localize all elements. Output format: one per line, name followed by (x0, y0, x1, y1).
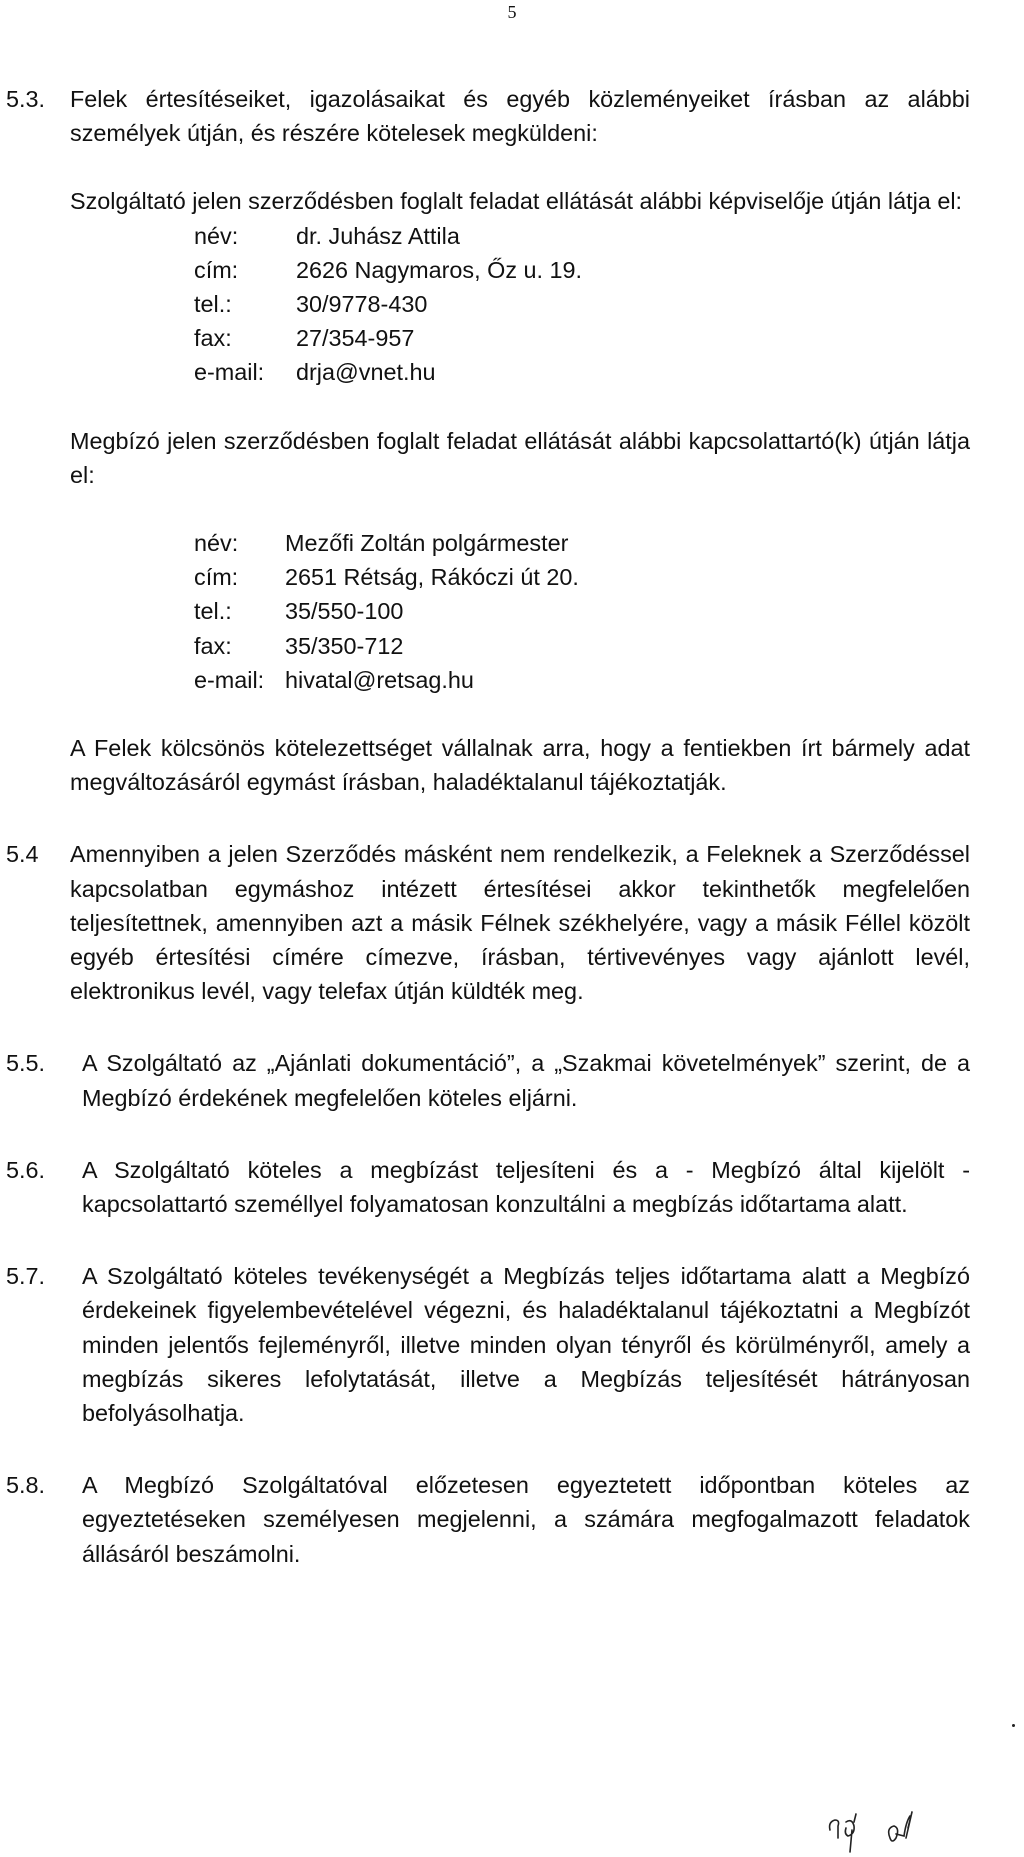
speck-mark (1012, 1724, 1015, 1727)
section-5-6-text: A Szolgáltató köteles a megbízást teljesíteni és a - Megbízó által kijelölt - kapcsolattartó személlyel folyamatosan konzultálni a megbízás időtartama alatt. (82, 1156, 970, 1217)
contact-row (194, 321, 970, 355)
contact-label: e-mail: (194, 359, 265, 386)
section-number: 5.7. (6, 1263, 46, 1290)
section-5-7-text: A Szolgáltató köteles tevékenységét a Megbízás teljes időtartama alatt a Megbízó érdekeinek figyelembevételével végezni, és haladéktalanul tájékoztatni a Megbízót minden jelentős fejleményről, illetve minden olyan tényről és körülményről, amely a megbízás sikeres lefolytatását, illetve a Megbízás teljesítését hátrányosan befolyásolhatja. (82, 1263, 970, 1426)
contact-value: 2626 Nagymaros, Őz u. 19. (296, 256, 583, 283)
section-5-3-intro: Felek értesítéseiket, igazolásaikat és egyéb közleményeiket írásban az alábbi személyek útján, és részére kötelesek megküldeni: (70, 86, 970, 147)
contact-value: 35/550-100 (285, 598, 404, 625)
section-5-5 (6, 1046, 970, 1114)
contact-row (194, 663, 970, 697)
section-5-3-closing: A Felek kölcsönös kötelezettséget vállalnak arra, hogy a fentiekben írt bármely adat megváltozásáról egymást írásban, haladéktalanul tájékoztatják. (70, 734, 970, 796)
contact-label: név: (194, 529, 239, 556)
contact-row (194, 526, 970, 560)
section-number: 5.8. (6, 1472, 46, 1499)
provider-contact-block (194, 219, 970, 390)
section-5-6 (6, 1153, 970, 1221)
provider-intro: Szolgáltató jelen szerződésben foglalt feladat ellátását alábbi képviselője útján látja el: (70, 188, 963, 215)
contact-label: e-mail: (194, 666, 265, 693)
contact-row (194, 629, 970, 663)
contact-value: 30/9778-430 (296, 290, 428, 317)
section-5-8 (6, 1468, 970, 1571)
contact-label: tel.: (194, 598, 232, 625)
section-5-4 (6, 837, 970, 1008)
contact-value: 27/354-957 (296, 325, 415, 352)
contact-row (194, 355, 970, 389)
section-5-3 (6, 82, 970, 799)
contact-value: dr. Juhász Attila (296, 222, 460, 249)
contact-row (194, 287, 970, 321)
contact-label: tel.: (194, 290, 232, 317)
document-body (0, 82, 1024, 1571)
contact-row (194, 594, 970, 628)
page-number: 5 (507, 2, 517, 22)
section-number: 5.3. (6, 86, 46, 112)
section-number: 5.4 (6, 841, 39, 868)
section-number: 5.6. (6, 1156, 46, 1183)
initials-signature (826, 1808, 936, 1854)
client-intro: Megbízó jelen szerződésben foglalt feladat ellátását alábbi kapcsolattartó(k) útján látja el: (70, 427, 970, 488)
contact-label: cím: (194, 564, 239, 591)
contact-value: 35/350-712 (285, 632, 404, 659)
contact-label: fax: (194, 632, 232, 659)
contact-label: cím: (194, 256, 239, 283)
contact-row (194, 560, 970, 594)
contact-row (194, 219, 970, 253)
contact-value: drja@vnet.hu (296, 359, 436, 386)
section-5-4-text: Amennyiben a jelen Szerződés másként nem rendelkezik, a Feleknek a Szerződéssel kapcsolatban egymáshoz intézett értesítései akkor tekinthetők megfelelően teljesítettnek, amennyiben azt a másik Félnek székhelyére, vagy a másik Féllel közölt egyéb értesítési címére címezve, írásban, tértivevényes vagy ajánlott levél, elektronikus levél, vagy telefax útján küldték meg. (70, 841, 970, 1005)
section-5-7 (6, 1259, 970, 1430)
contact-row (194, 253, 970, 287)
section-5-8-text: A Megbízó Szolgáltatóval előzetesen egyeztetett időpontban köteles az egyeztetéseken személyesen megjelenni, a számára megfogalmazott feladatok állásáról beszámolni. (82, 1472, 970, 1567)
client-contact-block (194, 526, 970, 697)
contact-label: név: (194, 222, 239, 249)
contact-value: 2651 Rétság, Rákóczi út 20. (285, 564, 579, 591)
section-5-5-text: A Szolgáltató az „Ajánlati dokumentáció”, a „Szakmai követelmények” szerint, de a Megbízó érdekének megfelelően köteles eljárni. (82, 1050, 970, 1111)
contact-label: fax: (194, 325, 232, 352)
section-number: 5.5. (6, 1050, 46, 1077)
contact-value: hivatal@retsag.hu (285, 666, 474, 693)
contact-value: Mezőfi Zoltán polgármester (285, 529, 569, 556)
